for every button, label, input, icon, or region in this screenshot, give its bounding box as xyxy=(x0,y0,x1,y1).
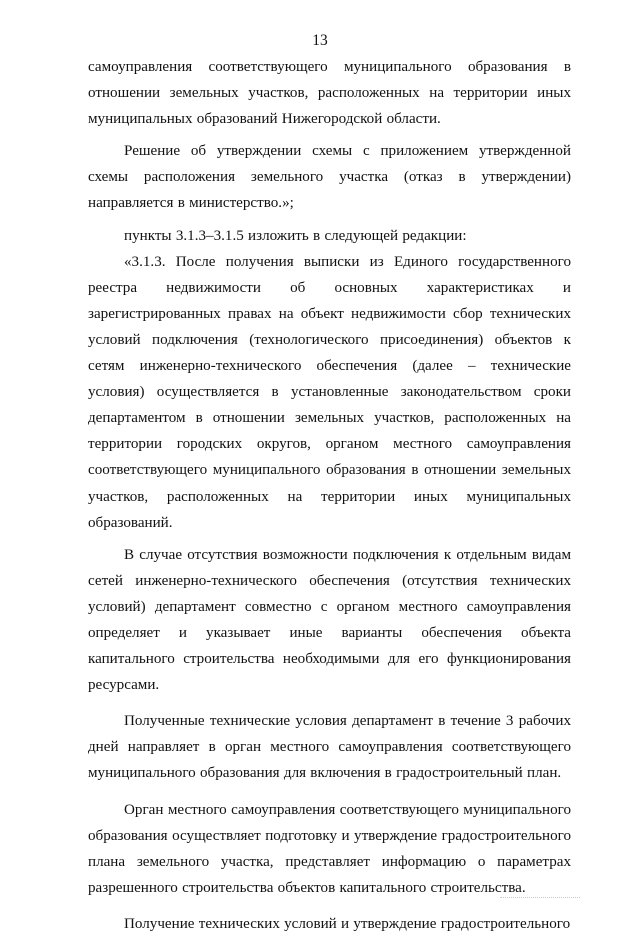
paragraph-no-connection: В случае отсутствия возможности подключения к отдельным видам сетей инженерно-технического обеспечения (отсутствия технических условий) департамент совместно с органом местного самоуправления определяет и указывает иные варианты обеспечения объекта капитального строительства необходимыми для его функционирования ресурсами. xyxy=(88,546,571,694)
paragraph-final-partial: Получение технических условий и утверждение градостроительного xyxy=(124,915,571,932)
page-number: 13 xyxy=(312,32,328,49)
paragraph-3-1-3: «3.1.3. После получения выписки из Единого государственного реестра недвижимости об основных характеристиках и зарегистрированных правах на объект недвижимости сбор технических условий подключения (технологического присоединения) объектов к сетям инженерно-технического обеспечения (далее – технические условия) осуществляется в установленные законодательством сроки департаментом в отношении земельных участков, расположенных на территории городских округов, органом местного самоуправления соответствующего муниципального образования в отношении земельных участков, расположенных на территории иных муниципальных образований. xyxy=(88,253,571,531)
paragraph-local-authority: Орган местного самоуправления соответствующего муниципального образования осуществляет подготовку и утверждение градостроительного плана земельного участка, представляет информацию о параметрах разрешенного строительства объектов капитального строительства. xyxy=(88,801,571,896)
footer-mark xyxy=(500,897,580,901)
paragraph-scheme-decision: Решение об утверждении схемы с приложением утвержденной схемы расположения земельного участка (отказ в утверждении) направляется в министерство.»; xyxy=(88,143,571,212)
paragraph-continuation: самоуправления соответствующего муниципального образования в отношении земельных участков, расположенных на территории иных муниципальных образований Нижегородской области. xyxy=(88,59,571,128)
document-body xyxy=(88,54,571,937)
paragraph-technical-conditions: Полученные технические условия департамент в течение 3 рабочих дней направляет в орган местного самоуправления соответствующего муниципального образования для включения в градостроительный план. xyxy=(88,713,571,782)
paragraph-amendment-intro: пункты 3.1.3–3.1.5 изложить в следующей редакции: xyxy=(124,227,467,244)
